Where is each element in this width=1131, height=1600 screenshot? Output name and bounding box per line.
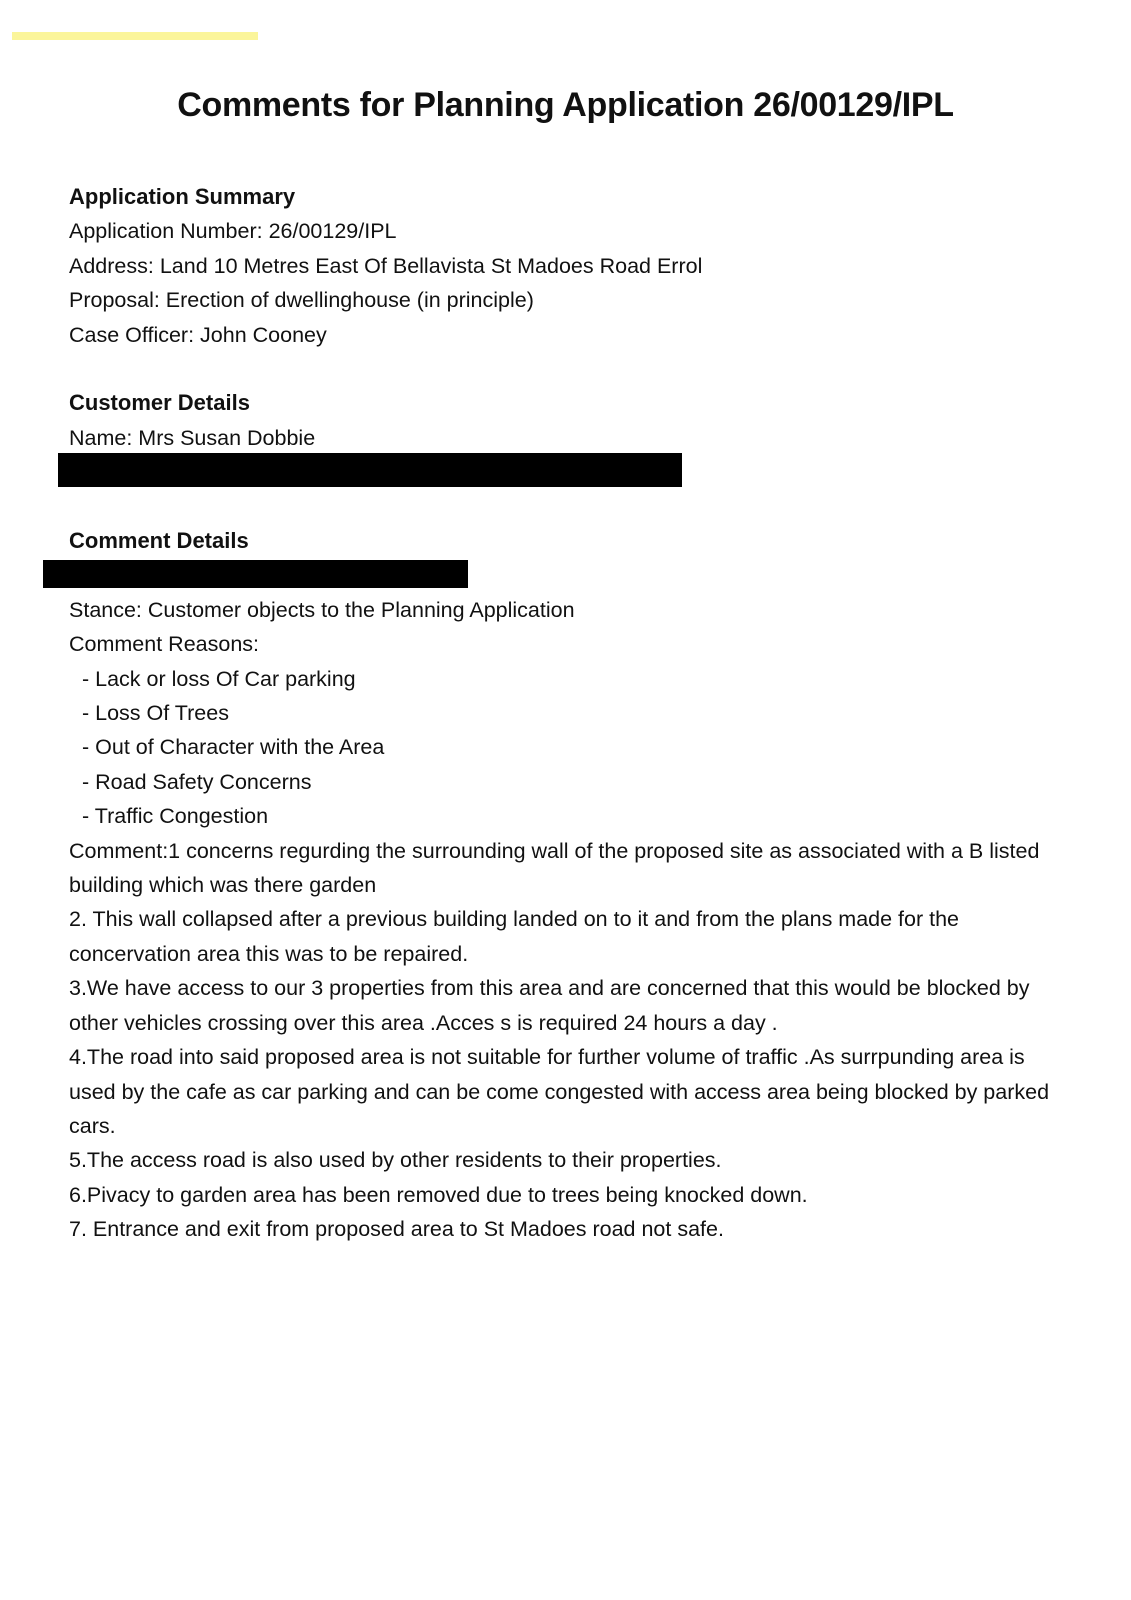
- highlight-mark: [12, 32, 258, 40]
- comment-reasons-label: Comment Reasons:: [69, 632, 259, 657]
- comment-paragraph: Comment:1 concerns regurding the surrounding wall of the proposed site as associated with a B listed building which was there garden: [69, 838, 1040, 898]
- comment-reason-item: - Loss Of Trees: [82, 701, 229, 726]
- comment-paragraph: 7. Entrance and exit from proposed area to St Madoes road not safe.: [69, 1217, 724, 1242]
- comment-paragraph: 3.We have access to our 3 properties from this area and are concerned that this would be blocked by other vehicles crossing over this area .Acces s is required 24 hours a day .: [69, 976, 1030, 1035]
- case-officer: Case Officer: John Cooney: [69, 322, 327, 347]
- comment-paragraph: 4.The road into said proposed area is not suitable for further volume of traffic .As surrpunding area is used by the cafe as car parking and can be come congested with access area being blocked by parked cars.: [69, 1045, 1050, 1138]
- stance: Stance: Customer objects to the Planning Application: [69, 597, 575, 622]
- comment-reason-item: - Traffic Congestion: [82, 804, 269, 829]
- comment-paragraph: 2. This wall collapsed after a previous building landed on to it and from the plans made for the concervation area this was to be repaired.: [69, 907, 959, 966]
- page-title: Comments for Planning Application 26/00129/IPL: [177, 86, 954, 124]
- comment-reason-item: - Out of Character with the Area: [82, 735, 385, 760]
- comment-paragraph: 6.Pivacy to garden area has been removed due to trees being knocked down.: [69, 1182, 808, 1207]
- application-summary-heading: Application Summary: [69, 184, 296, 209]
- customer-name: Name: Mrs Susan Dobbie: [69, 425, 316, 450]
- comment-paragraph: 5.The access road is also used by other residents to their properties.: [69, 1148, 722, 1173]
- application-number: Application Number: 26/00129/IPL: [69, 219, 397, 244]
- document-body: [69, 180, 1069, 1247]
- address: Address: Land 10 Metres East Of Bellavista St Madoes Road Errol: [69, 253, 703, 278]
- comment-reason-item: - Lack or loss Of Car parking: [82, 666, 356, 691]
- redaction-block: [43, 560, 468, 588]
- comment-details-heading: Comment Details: [69, 528, 249, 554]
- proposal: Proposal: Erection of dwellinghouse (in principle): [69, 288, 534, 313]
- customer-details-heading: Customer Details: [69, 390, 250, 416]
- comment-reason-item: - Road Safety Concerns: [82, 769, 312, 794]
- redaction-block: [58, 453, 682, 487]
